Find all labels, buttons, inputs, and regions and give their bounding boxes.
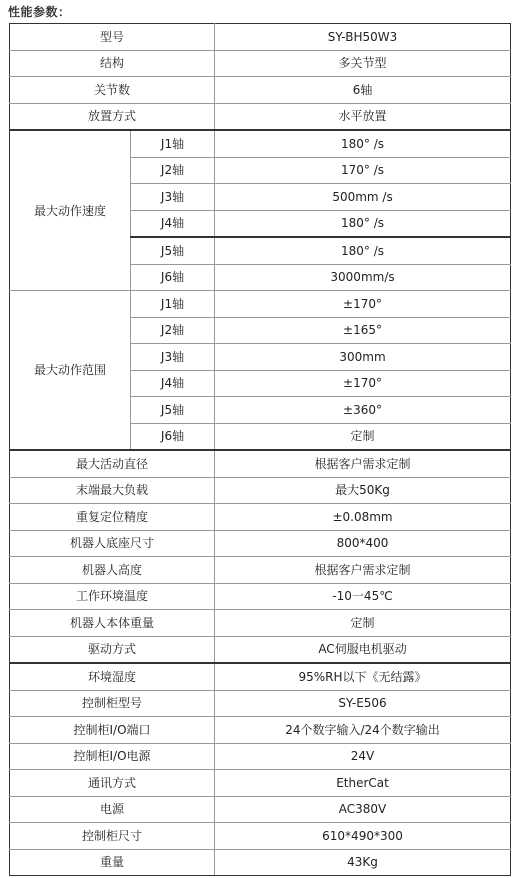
table-row <box>10 50 511 77</box>
section-heading: 性能参数： <box>8 5 71 19</box>
spec-table <box>9 23 511 876</box>
table-row <box>10 583 511 610</box>
row-value: AC380V <box>215 796 511 823</box>
axis-value: 500mm /s <box>215 184 511 211</box>
axis-value: 180° /s <box>215 210 511 237</box>
row-label: 工作环境温度 <box>10 583 215 610</box>
table-row <box>10 450 511 477</box>
table-row <box>10 690 511 717</box>
row-label: 放置方式 <box>10 103 215 130</box>
row-value: ±0.08mm <box>215 504 511 531</box>
axis-label: J3轴 <box>131 344 215 371</box>
table-row <box>10 610 511 637</box>
row-label: 关节数 <box>10 77 215 104</box>
row-value: 最大50Kg <box>215 477 511 504</box>
range-group-label: 最大动作范围 <box>10 291 131 451</box>
row-value: 水平放置 <box>215 103 511 130</box>
axis-label: J4轴 <box>131 370 215 397</box>
row-label: 电源 <box>10 796 215 823</box>
speed-group-label: 最大动作速度 <box>10 130 131 291</box>
row-value: EtherCat <box>215 770 511 797</box>
axis-label: J1轴 <box>131 130 215 157</box>
axis-value: ±360° <box>215 397 511 424</box>
axis-value: 180° /s <box>215 130 511 157</box>
table-row <box>10 530 511 557</box>
row-value: 根据客户需求定制 <box>215 450 511 477</box>
axis-label: J2轴 <box>131 317 215 344</box>
axis-value: ±170° <box>215 370 511 397</box>
row-label: 结构 <box>10 50 215 77</box>
row-label: 通讯方式 <box>10 770 215 797</box>
row-label: 机器人底座尺寸 <box>10 530 215 557</box>
row-value: 24V <box>215 743 511 770</box>
table-row <box>10 77 511 104</box>
row-value: 根据客户需求定制 <box>215 557 511 584</box>
axis-value: 180° /s <box>215 237 511 264</box>
row-value: AC伺服电机驱动 <box>215 636 511 663</box>
table-row <box>10 291 511 318</box>
row-label: 环境湿度 <box>10 663 215 690</box>
row-label: 控制柜型号 <box>10 690 215 717</box>
row-label: 型号 <box>10 24 215 51</box>
row-label: 机器人本体重量 <box>10 610 215 637</box>
table-row <box>10 770 511 797</box>
row-label: 驱动方式 <box>10 636 215 663</box>
row-value: SY-E506 <box>215 690 511 717</box>
table-row <box>10 24 511 51</box>
row-value: 95%RH以下《无结露》 <box>215 663 511 690</box>
row-value: 24个数字输入/24个数字输出 <box>215 717 511 744</box>
table-row <box>10 504 511 531</box>
row-value: SY-BH50W3 <box>215 24 511 51</box>
row-label: 控制柜I/O端口 <box>10 717 215 744</box>
table-row <box>10 130 511 157</box>
table-row <box>10 717 511 744</box>
axis-value: ±170° <box>215 291 511 318</box>
axis-label: J6轴 <box>131 423 215 450</box>
axis-label: J5轴 <box>131 237 215 264</box>
row-value: 610*490*300 <box>215 823 511 850</box>
axis-label: J3轴 <box>131 184 215 211</box>
table-row <box>10 743 511 770</box>
row-value: 多关节型 <box>215 50 511 77</box>
row-label: 末端最大负载 <box>10 477 215 504</box>
row-value: 6轴 <box>215 77 511 104</box>
axis-label: J5轴 <box>131 397 215 424</box>
table-row <box>10 849 511 876</box>
table-row <box>10 103 511 130</box>
row-value: 800*400 <box>215 530 511 557</box>
row-label: 重量 <box>10 849 215 876</box>
row-label: 控制柜I/O电源 <box>10 743 215 770</box>
axis-label: J2轴 <box>131 157 215 184</box>
table-row <box>10 796 511 823</box>
axis-label: J4轴 <box>131 210 215 237</box>
axis-value: 300mm <box>215 344 511 371</box>
row-label: 控制柜尺寸 <box>10 823 215 850</box>
row-label: 重复定位精度 <box>10 504 215 531</box>
axis-label: J1轴 <box>131 291 215 318</box>
axis-value: ±165° <box>215 317 511 344</box>
table-row <box>10 823 511 850</box>
table-row <box>10 663 511 690</box>
axis-value: 170° /s <box>215 157 511 184</box>
row-value: 定制 <box>215 610 511 637</box>
row-value: 43Kg <box>215 849 511 876</box>
axis-value: 3000mm/s <box>215 264 511 291</box>
axis-value: 定制 <box>215 423 511 450</box>
row-label: 机器人高度 <box>10 557 215 584</box>
table-row <box>10 477 511 504</box>
axis-label: J6轴 <box>131 264 215 291</box>
row-value: -10一45℃ <box>215 583 511 610</box>
table-row <box>10 636 511 663</box>
table-row <box>10 557 511 584</box>
row-label: 最大活动直径 <box>10 450 215 477</box>
